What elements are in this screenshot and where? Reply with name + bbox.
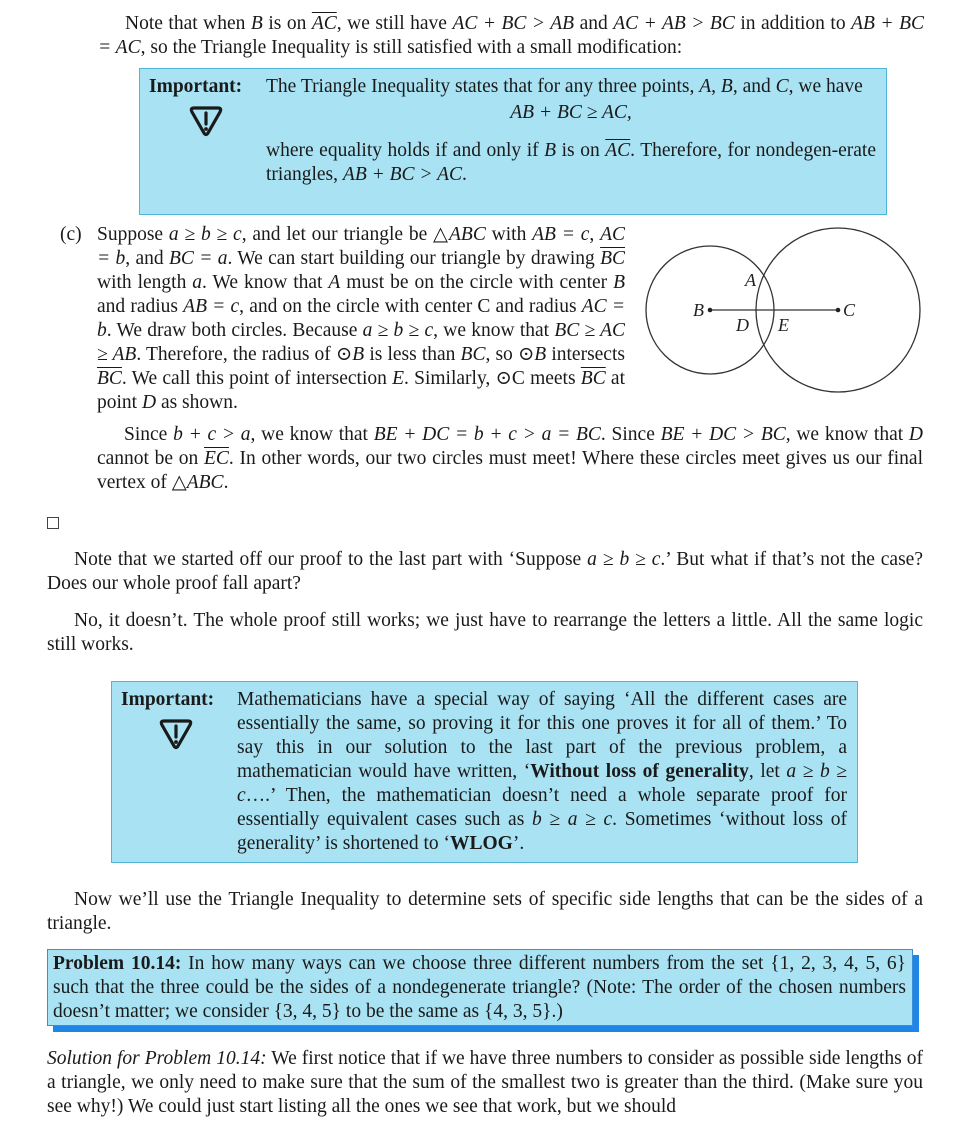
text: . We draw both circles. Because bbox=[106, 320, 363, 341]
math: a ≥ b ≥ c bbox=[587, 549, 661, 570]
math: D bbox=[908, 424, 923, 445]
text: , and on the circle with center C and radius bbox=[239, 296, 582, 317]
text: is on bbox=[262, 13, 312, 34]
math: a bbox=[192, 272, 203, 293]
text: with bbox=[485, 224, 533, 245]
text: , so the Triangle Inequality is still satisfied with a small modification: bbox=[140, 37, 683, 58]
important-box-triangle-inequality bbox=[139, 68, 887, 215]
text: . Sometimes ‘without loss of generality’ is shortened to ‘ bbox=[237, 809, 847, 854]
text: . bbox=[462, 164, 467, 185]
math: B bbox=[534, 344, 547, 365]
text: , we know that bbox=[250, 424, 374, 445]
text: , we know that bbox=[785, 424, 909, 445]
text: in addition to bbox=[734, 13, 852, 34]
text: Now we’ll use the Triangle Inequality to determine sets of specific side lengths that can be the sides of a triangle. bbox=[47, 889, 923, 934]
text: and bbox=[574, 13, 614, 34]
label-d: D bbox=[736, 315, 749, 335]
math: BC bbox=[460, 344, 486, 365]
text: cannot be on bbox=[97, 448, 204, 469]
text: is on bbox=[556, 140, 606, 161]
text: as shown. bbox=[156, 392, 238, 413]
math: D bbox=[141, 392, 157, 413]
segment-ac: $\overline{AC}$ bbox=[311, 13, 337, 34]
math: BE + DC = b + c > a = BC bbox=[373, 424, 601, 445]
math: a ≥ b ≥ c bbox=[168, 224, 242, 245]
text: . In other words, our two circles must meet! Where these circles meet gives us our final vertex of △ bbox=[97, 448, 924, 493]
math: a ≥ b ≥ c bbox=[362, 320, 434, 341]
text: The Triangle Inequality states that for any three points, bbox=[266, 76, 700, 97]
text: . We can start building our triangle by drawing bbox=[227, 248, 601, 269]
text: .’ But what if that’s not the case? Does our whole proof fall apart? bbox=[47, 549, 923, 594]
math: b + c > a bbox=[173, 424, 251, 445]
problem-box bbox=[47, 949, 913, 1026]
part-c-marker: (c) bbox=[60, 224, 82, 245]
math: AC + BC > AB bbox=[452, 13, 575, 34]
triangle-inequality-equation bbox=[266, 101, 876, 125]
now-paragraph bbox=[47, 888, 923, 936]
math: AC = b bbox=[97, 224, 626, 269]
text: . Therefore, the radius of ⊙ bbox=[136, 344, 353, 365]
text: Since bbox=[124, 424, 174, 445]
segment-ac: $\overline{AC}$ bbox=[605, 140, 631, 161]
math: AB = c bbox=[183, 296, 240, 317]
math: AB + BC = AC bbox=[98, 13, 924, 58]
bold-term: WLOG bbox=[450, 833, 513, 854]
important-box-wlog bbox=[111, 681, 858, 863]
text: . Therefore, for nondegen-erate triangles, bbox=[266, 140, 876, 185]
segment-bc: $\overline{BC}$ bbox=[97, 368, 122, 389]
text: . Since bbox=[600, 424, 661, 445]
important-text bbox=[237, 688, 847, 856]
text: , and bbox=[125, 248, 169, 269]
text: Note that when bbox=[125, 13, 251, 34]
bold-term: Without loss of generality bbox=[530, 761, 749, 782]
part-c-paragraph bbox=[97, 223, 625, 415]
label-b: B bbox=[693, 300, 704, 320]
math: B bbox=[720, 76, 733, 97]
text: ’. bbox=[512, 833, 525, 854]
important-text bbox=[266, 75, 876, 187]
math: AB = c bbox=[532, 224, 590, 245]
text: Note that we started off our proof to the last part with ‘Suppose bbox=[74, 549, 588, 570]
since-paragraph bbox=[97, 423, 923, 495]
point-b bbox=[708, 308, 713, 313]
text: , bbox=[711, 76, 721, 97]
math: B bbox=[613, 272, 625, 293]
point-c bbox=[836, 308, 841, 313]
intro-paragraph bbox=[98, 12, 924, 60]
math: a ≥ b ≥ c bbox=[237, 761, 847, 806]
text: must be on the circle with center bbox=[340, 272, 614, 293]
text: , we know that bbox=[433, 320, 555, 341]
segment-ec: $\overline{EC}$ bbox=[204, 448, 229, 469]
solution-text: We first notice that if we have three numbers to consider as possible side lengths of a triangle, we only need to make sure that the sum of the smallest two is greater than the third. (Make sure you see why!) We could just start listing all the ones we see that work, but we should bbox=[47, 1048, 924, 1117]
segment-bc: $\overline{BC}$ bbox=[600, 248, 625, 269]
text: ….’ Then, the mathematician doesn’t need a whole separate proof for essentially equivalent cases such as bbox=[237, 785, 847, 830]
text: is less than bbox=[364, 344, 461, 365]
text: with length bbox=[97, 272, 193, 293]
label-a: A bbox=[745, 270, 756, 290]
important-label: Important: bbox=[121, 689, 215, 710]
math: ABC bbox=[449, 224, 486, 245]
important-label: Important: bbox=[149, 76, 243, 97]
math: A bbox=[699, 76, 712, 97]
text: , so ⊙ bbox=[485, 344, 535, 365]
math: B bbox=[352, 344, 365, 365]
math: AC = b bbox=[97, 296, 625, 341]
two-circles-diagram bbox=[640, 220, 930, 400]
text: , we still have bbox=[336, 13, 453, 34]
text: , bbox=[589, 224, 601, 245]
problem-label: Problem 10.14: bbox=[53, 953, 182, 974]
solution-label: Solution for Problem 10.14: bbox=[47, 1048, 267, 1069]
segment-bc: $\overline{BC}$ bbox=[580, 368, 606, 389]
text: at point bbox=[97, 368, 625, 413]
text: Mathematicians have a special way of saying ‘All the different cases are essentially the same, so proving it for this one proves it for all of them.’ To say this in our solution to the last part of the previous problem, a mathematician would have written, ‘ bbox=[237, 689, 847, 782]
math: B bbox=[250, 13, 263, 34]
math: AB + BC ≥ AC, bbox=[510, 102, 632, 123]
qed-square-icon bbox=[47, 517, 59, 529]
math: ABC bbox=[186, 472, 224, 493]
text: No, it doesn’t. The whole proof still works; we just have to rearrange the letters a little. All the same logic still works. bbox=[47, 610, 923, 655]
label-c: C bbox=[843, 300, 856, 320]
problem-text: In how many ways can we choose three different numbers from the set {1, 2, 3, 4, 5, 6} such that the three could be the sides of a nondegenerate triangle? (Note: The order of the chosen numbers doesn’t matter; we consider {3, 4, 5} to be the same as {4, 3, 5}.) bbox=[53, 953, 906, 1022]
note-paragraph bbox=[47, 548, 923, 596]
text: . bbox=[223, 472, 229, 493]
text: intersects bbox=[546, 344, 625, 365]
text: , let bbox=[748, 761, 787, 782]
math: A bbox=[328, 272, 341, 293]
text: . We know that bbox=[202, 272, 329, 293]
text: Suppose bbox=[97, 224, 169, 245]
warning-triangle-icon bbox=[188, 104, 224, 138]
math: E bbox=[392, 368, 405, 389]
text: , we have bbox=[788, 76, 863, 97]
label-e: E bbox=[778, 315, 789, 335]
warning-triangle-icon bbox=[158, 717, 194, 751]
math: B bbox=[544, 140, 557, 161]
text: and radius bbox=[97, 296, 184, 317]
math: BC = a bbox=[168, 248, 228, 269]
math: AC + AB > BC bbox=[613, 13, 735, 34]
math: BE + DC > BC bbox=[660, 424, 786, 445]
no-it-doesnt-paragraph bbox=[47, 609, 923, 657]
math: BC ≥ AC ≥ AB bbox=[97, 320, 626, 365]
math: AB + BC > AC bbox=[342, 164, 463, 185]
text: , and let our triangle be △ bbox=[241, 224, 449, 245]
math: C bbox=[775, 76, 789, 97]
solution-paragraph bbox=[47, 1047, 923, 1119]
text: . Similarly, ⊙C meets bbox=[404, 368, 581, 389]
text: where equality holds if and only if bbox=[266, 140, 545, 161]
text: . We call this point of intersection bbox=[121, 368, 393, 389]
math: b ≥ a ≥ c bbox=[531, 809, 613, 830]
text: , and bbox=[732, 76, 776, 97]
